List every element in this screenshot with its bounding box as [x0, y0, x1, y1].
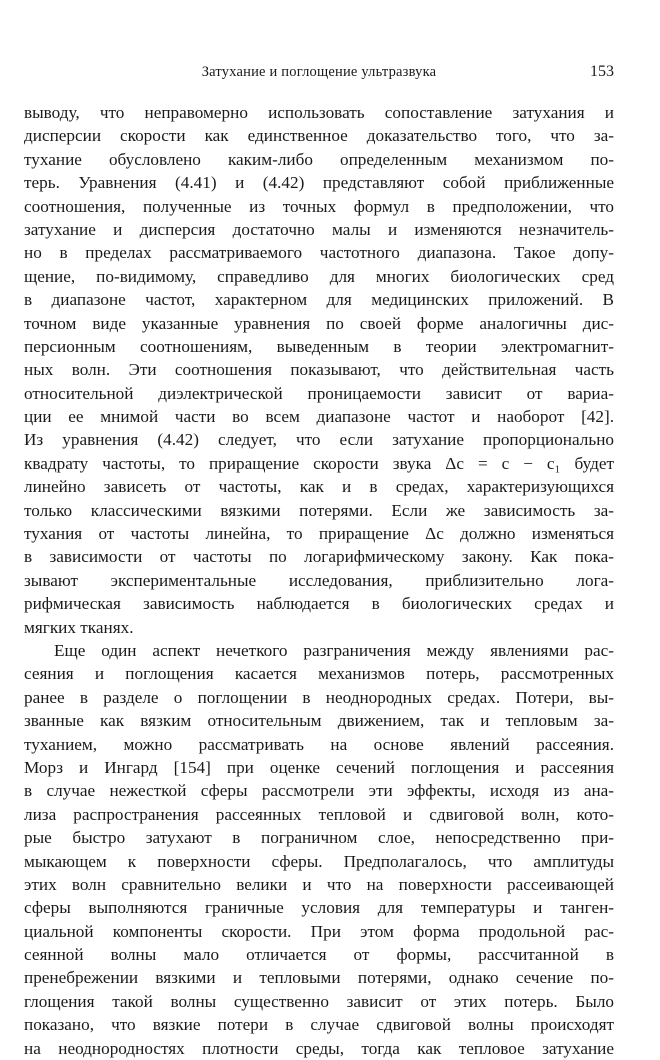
page-number: 153 [590, 63, 614, 80]
text-line: соотношения, полученные из точных формул в предположении, что [24, 196, 614, 216]
text-line: рифмическая зависимость наблюдается в биологических средах и [24, 594, 614, 614]
text-line: щение, по-видимому, справедливо для многих биологических сред [24, 266, 614, 286]
text-line: Еще один аспект нечеткого разграничения между явлениями рас- [54, 640, 614, 660]
text-line: тухание обусловлено каким-либо определенным механизмом по- [24, 149, 614, 169]
text-line: Морз и Ингард [154] при оценке сечений поглощения и рассеяния [24, 757, 614, 777]
text-line: в зависимости от частоты по логарифмическому закону. Как пока- [24, 547, 614, 567]
text-line: только классическими вязкими потерями. Если же зависимость за- [24, 500, 614, 520]
text-line: глощения такой волны существенно зависит от этих потерь. Было [24, 991, 614, 1011]
text-line: линейно зависеть от частоты, как и в средах, характеризующихся [24, 477, 614, 497]
text-line: в диапазоне частот, характерном для медицинских приложений. В [24, 290, 614, 310]
text-line: дисперсии скорости как единственное доказательство того, что за- [24, 126, 614, 146]
text-line: сеянной волны мало отличается от формы, рассчитанной в [24, 945, 614, 965]
text-line: ранее в разделе о поглощении в неоднородных средах. Потери, вы- [24, 687, 614, 707]
text-line: персионным соотношениям, выведенным в теории электромагнит- [24, 336, 614, 356]
page-body [24, 101, 614, 1060]
text-line: Из уравнения (4.42) следует, что если затухание пропорционально [24, 430, 614, 450]
text-line: рые быстро затухают в пограничном слое, непосредственно при- [24, 828, 614, 848]
text-line: но в пределах рассматриваемого частотного диапазона. Такое допу- [24, 243, 614, 263]
text-line: тухания от частоты линейна, то приращение Δc должно изменяться [24, 524, 614, 544]
paragraph-2 [24, 639, 614, 1060]
text-line: званные как вязким относительным движением, так и тепловым за- [24, 711, 614, 731]
running-title: Затухание и поглощение ультразвука [201, 64, 437, 80]
text-line: туханием, можно рассматривать на основе явлений рассеяния. [24, 734, 614, 754]
running-header [24, 64, 614, 86]
text-line: лиза распространения рассеянных тепловой и сдвиговой волн, кото- [24, 804, 614, 824]
text-line: затухание и дисперсия достаточно малы и изменяются незначитель- [24, 219, 614, 239]
text-line: этих волн сравнительно велики и что на поверхности рассеивающей [24, 874, 614, 894]
text-line: циальной компоненты скорости. При этом форма продольной рас- [24, 921, 614, 941]
text-line: ции ее мнимой части во всем диапазоне частот и наоборот [42]. [24, 407, 614, 427]
text-line: показано, что вязкие потери в случае сдвиговой волны происходят [24, 1015, 614, 1035]
text-line: ных волн. Эти соотношения показывают, что действительная часть [24, 360, 614, 380]
text-line: квадрату частоты, то приращение скорости звука Δc = c − c₁ будет [24, 453, 614, 473]
text-line: мыкающем к поверхности сферы. Предполагалось, что амплитуды [24, 851, 614, 871]
text-line: относительной диэлектрической проницаемости зависит от вариа- [24, 383, 614, 403]
text-line: точном виде указанные уравнения по своей форме аналогичны дис- [24, 313, 614, 333]
text-line: пренебрежении вязкими и тепловыми потерями, однако сечение по- [24, 968, 614, 988]
text-line: мягких тканях. [24, 617, 134, 637]
paragraph-1 [24, 101, 614, 639]
text-line: сеяния и поглощения касается механизмов потерь, рассмотренных [24, 664, 614, 684]
text-line: сферы выполняются граничные условия для температуры и танген- [24, 898, 614, 918]
text-line: зывают экспериментальные исследования, приблизительно лога- [24, 570, 614, 590]
text-line: выводу, что неправомерно использовать сопоставление затухания и [24, 103, 614, 122]
text-line: терь. Уравнения (4.41) и (4.42) представляют собой приближенные [24, 173, 614, 193]
text-line: в случае нежесткой сферы рассмотрели эти эффекты, исходя из ана- [24, 781, 614, 801]
text-line: на неоднородностях плотности среды, тогда как тепловое затухание [24, 1038, 614, 1058]
